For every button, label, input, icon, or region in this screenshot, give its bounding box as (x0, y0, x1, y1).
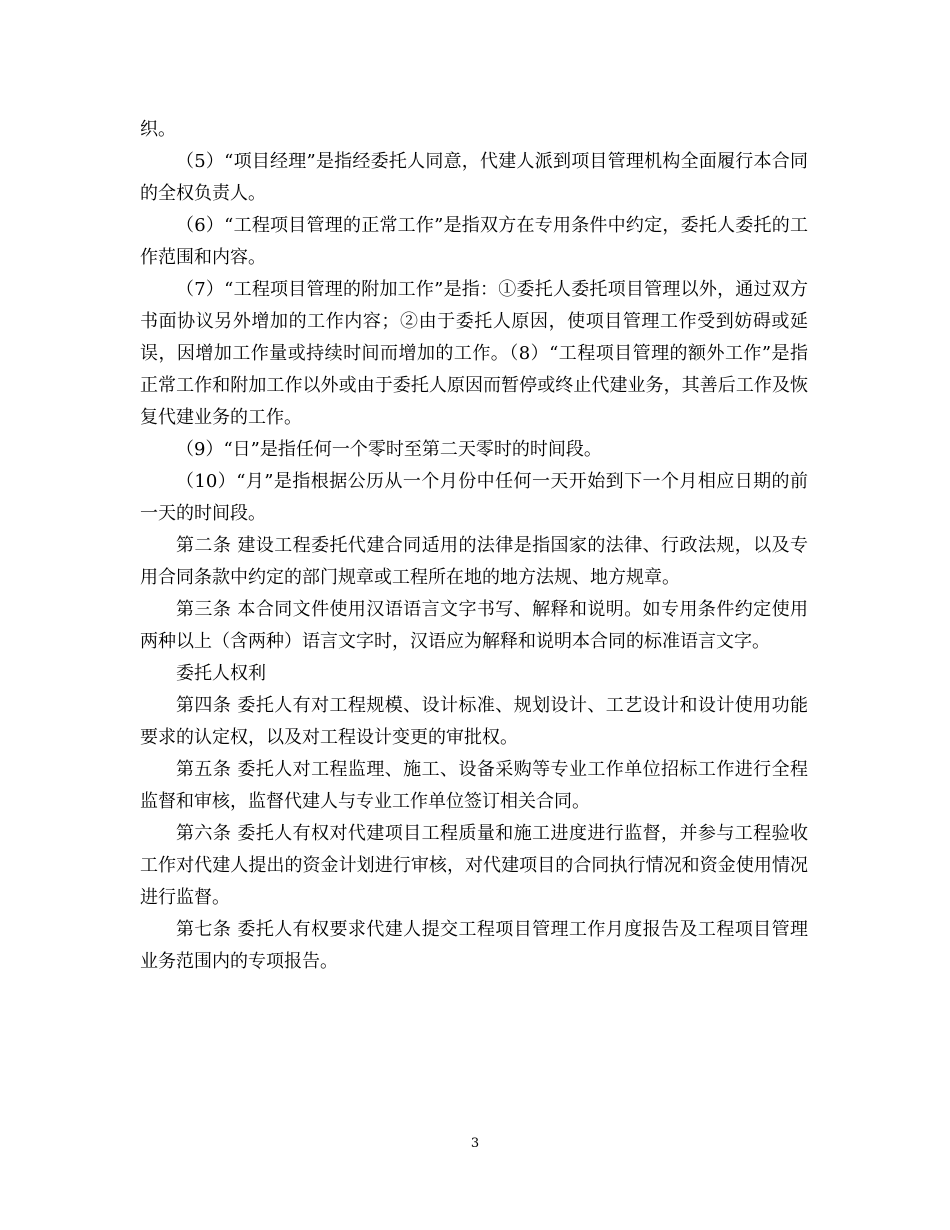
paragraph: （9）“日”是指任何一个零时至第二天零时的时间段。 (176, 439, 602, 460)
paragraph: 第六条 委托人有权对代建项目工程质量和施工进度进行监督，并参与工程验收工作对代建人提出的资金计划进行审核，对代建项目的合同执行情况和资金使用情况进行监督。 (140, 823, 808, 908)
page-number: 3 (470, 1136, 480, 1151)
body-text (140, 114, 808, 978)
paragraph: 织。 (140, 119, 176, 140)
section-heading: 委托人权利 (176, 663, 266, 684)
paragraph: （7）“工程项目管理的附加工作”是指：①委托人委托项目管理以外，通过双方书面协议另外增加的工作内容；②由于委托人原因，使项目管理工作受到妨碍或延误，因增加工作量或持续时间而增加的工作。（8）“工程项目管理的额外工作”是指正常工作和附加工作以外或由于委托人原因而暂停或终止代建业务，其善后工作及恢复代建业务的工作。 (140, 279, 808, 428)
paragraph: （10）“月”是指根据公历从一个月份中任何一天开始到下一个月相应日期的前一天的时间段。 (140, 471, 808, 524)
paragraph: 第七条 委托人有权要求代建人提交工程项目管理工作月度报告及工程项目管理业务范围内的专项报告。 (140, 919, 808, 972)
paragraph: 第二条 建设工程委托代建合同适用的法律是指国家的法律、行政法规，以及专用合同条款中约定的部门规章或工程所在地的地方法规、地方规章。 (140, 535, 808, 588)
paragraph: 第四条 委托人有对工程规模、设计标准、规划设计、工艺设计和设计使用功能要求的认定权，以及对工程设计变更的审批权。 (140, 695, 808, 748)
paragraph: 第五条 委托人对工程监理、施工、设备采购等专业工作单位招标工作进行全程监督和审核，监督代建人与专业工作单位签订相关合同。 (140, 759, 808, 812)
paragraph: （6）“工程项目管理的正常工作”是指双方在专用条件中约定，委托人委托的工作范围和内容。 (140, 215, 808, 268)
paragraph: （5）“项目经理”是指经委托人同意，代建人派到项目管理机构全面履行本合同的全权负责人。 (140, 151, 808, 204)
paragraph: 第三条 本合同文件使用汉语语言文字书写、解释和说明。如专用条件约定使用两种以上（含两种）语言文字时，汉语应为解释和说明本合同的标准语言文字。 (140, 599, 808, 652)
